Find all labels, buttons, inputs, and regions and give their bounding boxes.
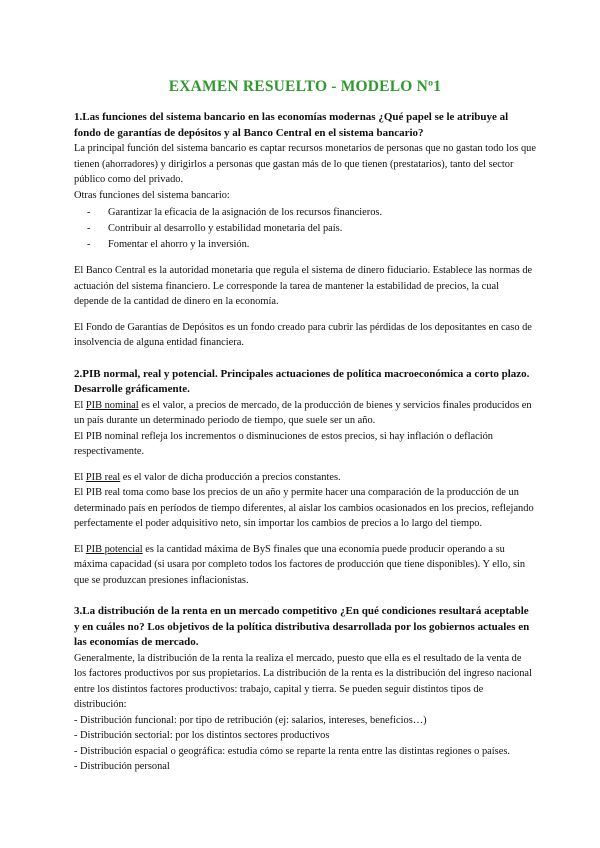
pib-real-paragraph-2: El PIB real toma como base los precios de un año y permite hacer una comparación de la producción de un determinado país en períodos de tiempo diferentes, al aislar los cambios ocasionados en los precios, reflejando perfectamente el poder adquisitivo neto, sin importar los cambios de precios a lo largo del tiempo. bbox=[74, 487, 534, 529]
question-1-paragraph-1: La principal función del sistema bancario es captar recursos monetarios de personas que no gastan todo los que tienen (ahorradores) y dirigirlos a personas que gastan más de lo que tienen (prestatarios), tanto del sector público como del privado. bbox=[74, 143, 536, 185]
pib-nominal-paragraph-2: El PIB nominal refleja los incrementos o disminuciones de estos precios, si hay inflación o deflación respectivamente. bbox=[74, 430, 493, 457]
pib-real-paragraph: El PIB real es el valor de dicha producción a precios constantes. bbox=[74, 471, 341, 483]
question-1-paragraph-3: El Banco Central es la autoridad monetaria que regula el sistema de dinero fiduciario. Establece las normas de actuación del sistema financiero. Le corresponde la tarea de mantener la estabilidad de precios, la cual depende de la cantidad de dinero en la economía. bbox=[74, 265, 533, 307]
question-2-section bbox=[74, 367, 536, 589]
pib-nominal-term: PIB nominal bbox=[85, 399, 139, 411]
question-3-section bbox=[74, 604, 536, 775]
bank-functions-list bbox=[74, 205, 536, 253]
pib-potencial-term: PIB potencial bbox=[85, 543, 143, 555]
pib-nominal-paragraph: El PIB nominal es el valor, a precios de mercado, de la producción de bienes y servicios finales producidos en un país durante un determinado periodo de tiempo, que suele ser un año. bbox=[74, 399, 532, 426]
question-1-paragraph-2: Otras funciones del sistema bancario: bbox=[74, 189, 230, 201]
list-item: - Distribución personal bbox=[74, 761, 170, 772]
question-3-heading: 3.La distribución de la renta en un mercado competitivo ¿En qué condiciones resultará aceptable y en cuáles no? Los objetivos de la política distributiva desarrollada por los gobiernos actuales en las economías de mercado. bbox=[74, 605, 530, 648]
list-item: - Distribución funcional: por tipo de retribución (ej: salarios, intereses, beneficios…) bbox=[74, 714, 427, 726]
question-1-paragraph-4: El Fondo de Garantías de Depósitos es un fondo creado para cubrir las pérdidas de los depositantes en caso de insolvencia de alguna entidad financiera. bbox=[74, 321, 532, 348]
list-item: - Contribuir al desarrollo y estabilidad monetaria del país. bbox=[74, 221, 536, 237]
list-item: - Distribución sectorial: por los distintos sectores productivos bbox=[74, 730, 330, 741]
question-3-paragraph-1: Generalmente, la distribución de la renta la realiza el mercado, puesto que ella es el resultado de la venta de los factores productivos por sus propietarios. La distribución de la renta es la distribución del ingreso nacional entre los distintos factores productivos: trabajo, capital y tierra. Se pueden seguir distintos tipos de distribución: bbox=[74, 652, 532, 710]
pib-potencial-paragraph: El PIB potencial es la cantidad máxima de ByS finales que una economía puede producir operando a su máxima capacidad (si usara por completo todos los factores de producción que tiene disponibles). Y ello, sin que se produzcan presiones inflacionistas. bbox=[74, 543, 526, 586]
document-page bbox=[74, 78, 536, 775]
list-item: - Fomentar el ahorro y la inversión. bbox=[74, 237, 536, 253]
question-1-section bbox=[74, 110, 536, 351]
question-1-heading: 1.Las funciones del sistema bancario en las economías modernas ¿Qué papel se le atribuye al fondo de garantías de depósitos y al Banco Central en el sistema bancario? bbox=[74, 111, 509, 139]
question-2-heading: 2.PIB normal, real y potencial. Principales actuaciones de política macroeconómica a corto plazo. Desarrolle gráficamente. bbox=[74, 367, 530, 395]
list-item: - Garantizar la eficacia de la asignación de los recursos financieros. bbox=[74, 205, 536, 221]
list-item: - Distribución espacial o geográfica: estudia cómo se reparte la renta entre las distintas regiones o países. bbox=[74, 745, 510, 757]
pib-real-term: PIB real bbox=[85, 471, 121, 483]
page-title: EXAMEN RESUELTO - MODELO Nº1 bbox=[168, 78, 442, 95]
